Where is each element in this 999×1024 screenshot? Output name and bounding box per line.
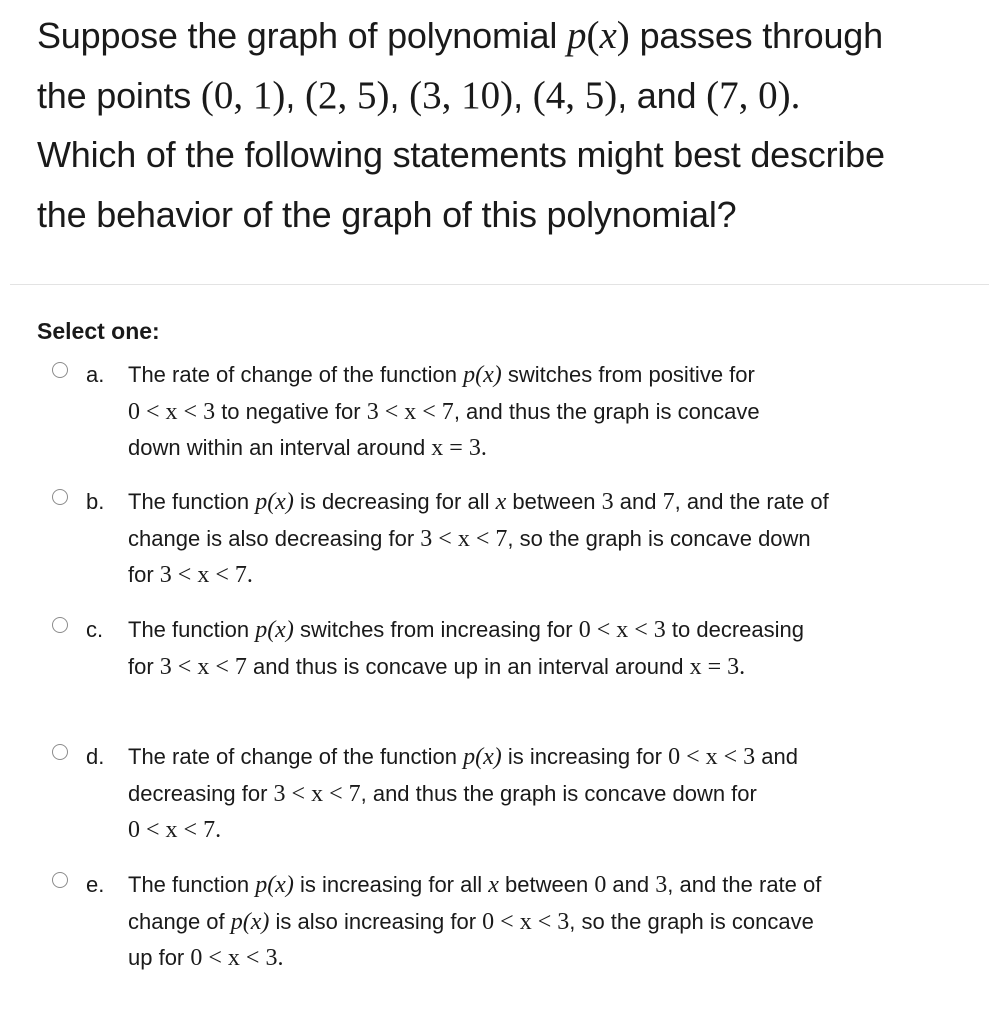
option-c-radio[interactable]: [52, 617, 68, 633]
question-line-1: Suppose the graph of polynomial p(x) passes through: [37, 14, 883, 57]
option-a-text[interactable]: The rate of change of the function p(x) switches from positive for 0 < x < 3 to negative for 3 < x < 7, and thus the graph is concave down within an interval around x = 3.: [128, 362, 760, 461]
option-b-text[interactable]: The function p(x) is decreasing for all x between 3 and 7, and the rate of change is also decreasing for 3 < x < 7, so the graph is concave down for 3 < x < 7.: [128, 489, 829, 588]
option-e-radio[interactable]: [52, 872, 68, 888]
option-a-radio[interactable]: [52, 362, 68, 378]
option-d-text[interactable]: The rate of change of the function p(x) is increasing for 0 < x < 3 and decreasing for 3 < x < 7, and thus the graph is concave down for 0 < x < 7.: [128, 744, 798, 843]
point-1: (0, 1): [200, 73, 286, 117]
question-line-2: the points (0, 1), (2, 5), (3, 10), (4, 5), and (7, 0).: [37, 73, 801, 117]
option-c-text[interactable]: The function p(x) switches from increasing for 0 < x < 3 to decreasing for 3 < x < 7 and thus is concave up in an interval around x = 3.: [128, 617, 804, 680]
point-4: (4, 5): [532, 73, 618, 117]
option-e-letter: e.: [86, 872, 105, 897]
option-b-letter: b.: [86, 489, 105, 514]
option-e-text[interactable]: The function p(x) is increasing for all x between 0 and 3, and the rate of change of p(x) is also increasing for 0 < x < 3, so the graph is concave up for 0 < x < 3.: [128, 872, 822, 971]
option-d-letter: d.: [86, 744, 105, 769]
option-b-radio[interactable]: [52, 489, 68, 505]
option-a-letter: a.: [86, 362, 105, 387]
select-one-label: Select one:: [37, 318, 160, 344]
question-text: [37, 6, 967, 244]
question-line-3: Which of the following statements might best describe: [37, 134, 885, 175]
divider: [10, 284, 989, 285]
question-line-4: the behavior of the graph of this polynomial?: [37, 193, 737, 235]
point-5: (7, 0): [706, 73, 791, 117]
polynomial-name: p(x): [566, 14, 630, 57]
option-c-letter: c.: [86, 617, 104, 642]
point-3: (3, 10): [409, 73, 514, 117]
option-d-radio[interactable]: [52, 744, 68, 760]
point-2: (2, 5): [305, 73, 390, 117]
